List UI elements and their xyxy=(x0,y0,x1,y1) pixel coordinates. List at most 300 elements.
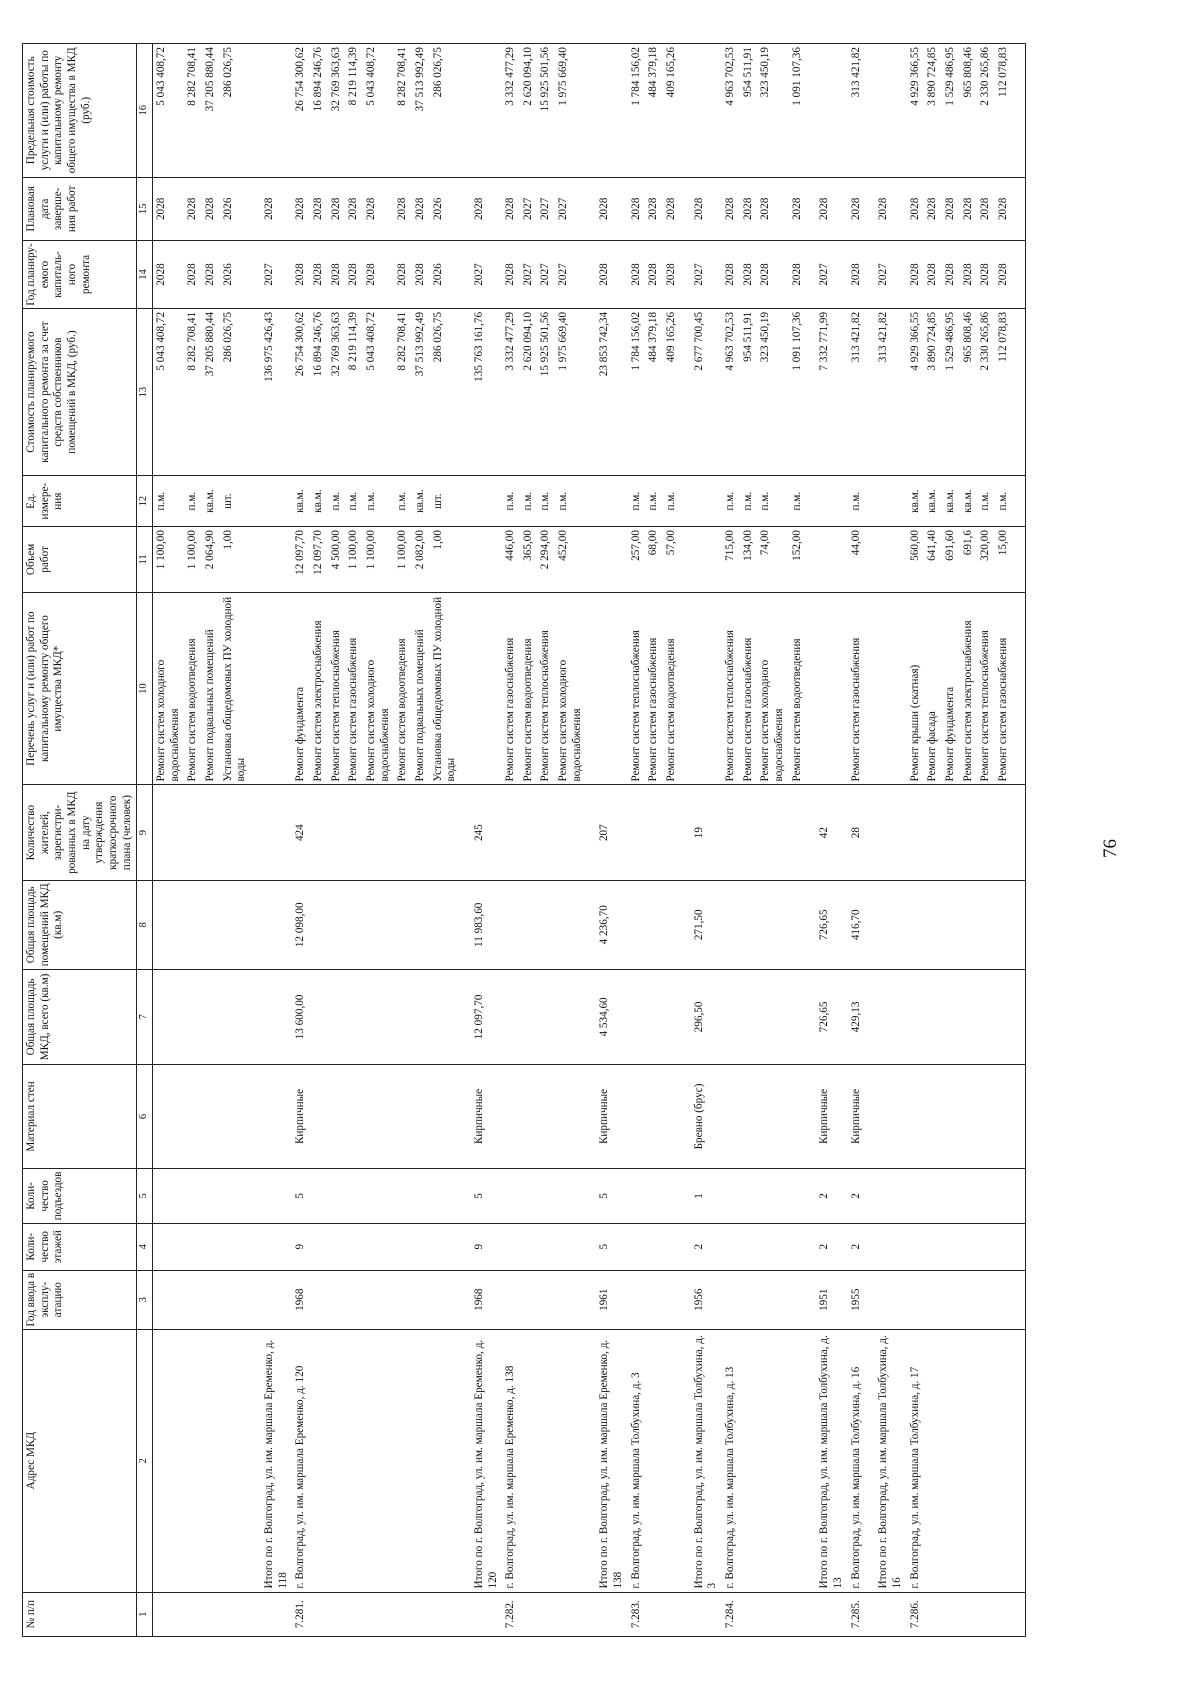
total-area-cell xyxy=(430,969,461,1064)
residents-cell xyxy=(220,785,251,880)
work-volume-cell: 691,6 xyxy=(960,527,978,593)
row-number xyxy=(220,1592,251,1636)
wall-material-cell: Бревно (брус) xyxy=(681,1065,722,1169)
total-area-cell xyxy=(184,969,202,1064)
planned-year-cell: 2028 xyxy=(153,241,185,309)
premises-area-cell xyxy=(220,880,251,969)
work-volume-cell: 1 100,00 xyxy=(184,527,202,593)
residents-cell xyxy=(310,785,328,880)
year-built-cell xyxy=(960,1270,978,1329)
work-row xyxy=(960,44,978,1637)
entrances-cell xyxy=(184,1168,202,1223)
total-area-cell xyxy=(628,969,646,1064)
unit-cell: п.м. xyxy=(645,476,663,527)
unit-cell: п.м. xyxy=(502,476,520,527)
work-volume-cell xyxy=(865,527,906,593)
end-date-cell: 2028 xyxy=(586,177,627,241)
unit-cell xyxy=(461,476,502,527)
work-volume-cell: 365,00 xyxy=(520,527,538,593)
year-built-cell xyxy=(430,1270,461,1329)
entrances-cell xyxy=(995,1168,1013,1223)
empty-cell xyxy=(1013,1270,1026,1329)
planned-year-cell: 2028 xyxy=(977,241,995,309)
entrances-cell xyxy=(740,1168,758,1223)
address-cell xyxy=(789,1329,807,1592)
floors-cell xyxy=(184,1223,202,1270)
residents-cell xyxy=(907,785,925,880)
address-cell xyxy=(430,1329,461,1592)
row-number xyxy=(537,1592,555,1636)
entrances-cell xyxy=(153,1168,185,1223)
work-row xyxy=(757,44,788,1637)
column-header: Общая площадь МКД, всего (кв.м) xyxy=(23,969,137,1064)
address-cell xyxy=(555,1329,586,1592)
year-built-cell xyxy=(555,1270,586,1329)
floors-cell xyxy=(310,1223,328,1270)
address-cell xyxy=(663,1329,681,1592)
row-number: 7.284. xyxy=(722,1592,740,1636)
row-number: 7.286. xyxy=(907,1592,925,1636)
planned-year-cell: 2028 xyxy=(740,241,758,309)
unit-cell: кв.м. xyxy=(412,476,430,527)
premises-area-cell xyxy=(394,880,412,969)
premises-area-cell: 12 098,00 xyxy=(292,880,310,969)
entrances-cell xyxy=(430,1168,461,1223)
work-row xyxy=(184,44,202,1637)
address-cell: г. Волгоград, ул. им. маршала Еременко, д. 138 xyxy=(502,1329,520,1592)
entrances-cell: 2 xyxy=(806,1168,847,1223)
work-row xyxy=(977,44,995,1637)
premises-area-cell xyxy=(184,880,202,969)
work-row xyxy=(924,44,942,1637)
work-type-cell: Установка общедомовых ПУ холодной воды xyxy=(220,592,251,785)
repair-plan-table xyxy=(22,43,1026,1637)
year-built-cell xyxy=(865,1270,906,1329)
entrances-cell xyxy=(220,1168,251,1223)
limit-cost-cell: 1 784 156,02 xyxy=(628,44,646,178)
empty-cell xyxy=(1013,241,1026,309)
unit-cell: п.м. xyxy=(555,476,586,527)
limit-cost-cell: 409 165,26 xyxy=(663,44,681,178)
floors-cell xyxy=(907,1223,925,1270)
planned-cost-cell: 5 043 408,72 xyxy=(363,308,394,475)
limit-cost-cell xyxy=(865,44,906,178)
total-area-cell xyxy=(942,969,960,1064)
entrances-cell xyxy=(310,1168,328,1223)
address-cell: Итого по г. Волгоград, ул. им. маршала Толбухина, д. 3 xyxy=(681,1329,722,1592)
column-header: Ед. измере-ния xyxy=(23,476,137,527)
empty-cell xyxy=(1013,1592,1026,1636)
planned-year-cell: 2027 xyxy=(555,241,586,309)
address-cell: г. Волгоград, ул. им. маршала Толбухина, д. 17 xyxy=(907,1329,925,1592)
end-date-cell: 2028 xyxy=(153,177,185,241)
row-number xyxy=(153,1592,185,1636)
premises-area-cell xyxy=(345,880,363,969)
work-type-cell: Ремонт подвальных помещений xyxy=(412,592,430,785)
unit-cell: п.м. xyxy=(722,476,740,527)
planned-year-cell: 2027 xyxy=(537,241,555,309)
work-type-cell: Ремонт фундамента xyxy=(942,592,960,785)
work-row xyxy=(663,44,681,1637)
limit-cost-cell: 1 091 107,36 xyxy=(789,44,807,178)
work-volume-cell: 12 097,70 xyxy=(292,527,310,593)
total-area-cell xyxy=(328,969,346,1064)
planned-cost-cell: 409 165,26 xyxy=(663,308,681,475)
work-volume-cell: 12 097,70 xyxy=(310,527,328,593)
limit-cost-cell: 1 975 669,40 xyxy=(555,44,586,178)
work-volume-cell: 4 500,00 xyxy=(328,527,346,593)
end-date-cell: 2028 xyxy=(865,177,906,241)
wall-material-cell: Кирпичные xyxy=(806,1065,847,1169)
year-built-cell xyxy=(924,1270,942,1329)
planned-year-cell: 2028 xyxy=(960,241,978,309)
planned-cost-cell: 323 450,19 xyxy=(757,308,788,475)
limit-cost-cell xyxy=(806,44,847,178)
column-header: № п/п xyxy=(23,1592,137,1636)
unit-cell xyxy=(865,476,906,527)
unit-cell: п.м. xyxy=(628,476,646,527)
premises-area-cell xyxy=(202,880,220,969)
house-row xyxy=(628,44,646,1637)
planned-cost-cell: 15 925 501,56 xyxy=(537,308,555,475)
total-area-cell xyxy=(220,969,251,1064)
planned-year-cell: 2028 xyxy=(907,241,925,309)
wall-material-cell xyxy=(757,1065,788,1169)
limit-cost-cell: 4 929 366,55 xyxy=(907,44,925,178)
row-number xyxy=(412,1592,430,1636)
wall-material-cell xyxy=(520,1065,538,1169)
work-volume-cell: 641,40 xyxy=(924,527,942,593)
year-built-cell xyxy=(153,1270,185,1329)
work-volume-cell: 320,00 xyxy=(977,527,995,593)
wall-material-cell: Кирпичные xyxy=(586,1065,627,1169)
residents-cell xyxy=(740,785,758,880)
column-header: Стоимость планируемого капитального ремонта за счет средств собственников помещений в МКД, (руб.) xyxy=(23,308,137,475)
total-area-cell xyxy=(412,969,430,1064)
planned-cost-cell: 1 975 669,40 xyxy=(555,308,586,475)
total-area-cell xyxy=(537,969,555,1064)
unit-cell: п.м. xyxy=(977,476,995,527)
limit-cost-cell: 1 529 486,95 xyxy=(942,44,960,178)
planned-year-cell: 2026 xyxy=(220,241,251,309)
end-date-cell: 2028 xyxy=(722,177,740,241)
premises-area-cell xyxy=(153,880,185,969)
limit-cost-cell xyxy=(461,44,502,178)
table-body xyxy=(153,44,1026,1637)
total-area-cell: 4 534,60 xyxy=(586,969,627,1064)
unit-cell: кв.м. xyxy=(942,476,960,527)
total-area-cell: 429,13 xyxy=(848,969,866,1064)
limit-cost-cell: 484 379,18 xyxy=(645,44,663,178)
entrances-cell xyxy=(977,1168,995,1223)
residents-cell xyxy=(942,785,960,880)
limit-cost-cell: 3 890 724,85 xyxy=(924,44,942,178)
end-date-cell: 2028 xyxy=(345,177,363,241)
year-built-cell: 1968 xyxy=(292,1270,310,1329)
address-cell: Итого по г. Волгоград, ул. им. маршала Еременко, д. 120 xyxy=(461,1329,502,1592)
total-area-cell xyxy=(977,969,995,1064)
planned-cost-cell: 3 332 477,29 xyxy=(502,308,520,475)
planned-year-cell: 2026 xyxy=(430,241,461,309)
wall-material-cell xyxy=(977,1065,995,1169)
end-date-cell: 2028 xyxy=(740,177,758,241)
work-type-cell: Ремонт подвальных помещений xyxy=(202,592,220,785)
planned-year-cell: 2027 xyxy=(520,241,538,309)
column-number: 10 xyxy=(137,592,153,785)
wall-material-cell xyxy=(740,1065,758,1169)
planned-cost-cell: 7 332 771,99 xyxy=(806,308,847,475)
entrances-cell xyxy=(345,1168,363,1223)
address-cell xyxy=(960,1329,978,1592)
floors-cell: 2 xyxy=(806,1223,847,1270)
premises-area-cell xyxy=(740,880,758,969)
address-cell: Итого по г. Волгоград, ул. им. маршала Толбухина, д. 13 xyxy=(806,1329,847,1592)
planned-cost-cell: 1 529 486,95 xyxy=(942,308,960,475)
address-cell: Итого по г. Волгоград, ул. им. маршала Еременко, д. 118 xyxy=(251,1329,292,1592)
floors-cell xyxy=(628,1223,646,1270)
house-row xyxy=(848,44,866,1637)
limit-cost-cell: 26 754 300,62 xyxy=(292,44,310,178)
residents-cell xyxy=(394,785,412,880)
column-header: Плановая дата заверше-ния работ xyxy=(23,177,137,241)
house-row xyxy=(722,44,740,1637)
work-volume-cell: 1 100,00 xyxy=(345,527,363,593)
planned-year-cell: 2028 xyxy=(848,241,866,309)
work-type-cell: Ремонт систем газоснабжения xyxy=(995,592,1013,785)
total-area-cell xyxy=(363,969,394,1064)
entrances-cell: 1 xyxy=(681,1168,722,1223)
planned-year-cell: 2028 xyxy=(789,241,807,309)
work-row xyxy=(345,44,363,1637)
empty-cell xyxy=(1013,1168,1026,1223)
table-header-row xyxy=(23,44,137,1637)
total-area-cell xyxy=(663,969,681,1064)
house-row xyxy=(292,44,310,1637)
address-cell xyxy=(184,1329,202,1592)
work-row xyxy=(995,44,1013,1637)
work-volume-cell: 1,00 xyxy=(220,527,251,593)
premises-area-cell xyxy=(942,880,960,969)
address-cell xyxy=(363,1329,394,1592)
floors-cell xyxy=(663,1223,681,1270)
residents-cell: 28 xyxy=(848,785,866,880)
residents-cell xyxy=(722,785,740,880)
wall-material-cell xyxy=(722,1065,740,1169)
work-volume-cell: 57,00 xyxy=(663,527,681,593)
end-date-cell: 2026 xyxy=(220,177,251,241)
planned-year-cell: 2027 xyxy=(251,241,292,309)
floors-cell xyxy=(977,1223,995,1270)
premises-area-cell xyxy=(789,880,807,969)
unit-cell: п.м. xyxy=(184,476,202,527)
planned-cost-cell: 2 330 265,86 xyxy=(977,308,995,475)
residents-cell xyxy=(960,785,978,880)
empty-cell xyxy=(1013,1223,1026,1270)
floors-cell xyxy=(202,1223,220,1270)
year-built-cell xyxy=(995,1270,1013,1329)
planned-cost-cell: 313 421,82 xyxy=(848,308,866,475)
work-volume-cell: 446,00 xyxy=(502,527,520,593)
work-volume-cell: 715,00 xyxy=(722,527,740,593)
entrances-cell xyxy=(412,1168,430,1223)
floors-cell xyxy=(328,1223,346,1270)
premises-area-cell xyxy=(960,880,978,969)
entrances-cell xyxy=(502,1168,520,1223)
planned-year-cell: 2027 xyxy=(461,241,502,309)
planned-year-cell: 2027 xyxy=(681,241,722,309)
residents-cell xyxy=(645,785,663,880)
unit-cell: п.м. xyxy=(394,476,412,527)
wall-material-cell: Кирпичные xyxy=(461,1065,502,1169)
planned-cost-cell: 4 929 366,55 xyxy=(907,308,925,475)
work-row xyxy=(412,44,430,1637)
end-date-cell: 2028 xyxy=(645,177,663,241)
entrances-cell: 5 xyxy=(292,1168,310,1223)
year-built-cell xyxy=(789,1270,807,1329)
planned-year-cell: 2028 xyxy=(645,241,663,309)
premises-area-cell xyxy=(995,880,1013,969)
work-row xyxy=(394,44,412,1637)
work-type-cell: Ремонт крыши (скатная) xyxy=(907,592,925,785)
empty-cell xyxy=(1013,1065,1026,1169)
row-number xyxy=(924,1592,942,1636)
planned-year-cell: 2028 xyxy=(292,241,310,309)
total-area-cell xyxy=(740,969,758,1064)
work-type-cell: Ремонт систем электроснабжения xyxy=(310,592,328,785)
year-built-cell xyxy=(740,1270,758,1329)
floors-cell xyxy=(555,1223,586,1270)
work-volume-cell xyxy=(461,527,502,593)
floors-cell xyxy=(430,1223,461,1270)
row-number xyxy=(430,1592,461,1636)
end-date-cell: 2028 xyxy=(328,177,346,241)
empty-cell xyxy=(1013,1329,1026,1592)
limit-cost-cell: 32 769 363,63 xyxy=(328,44,346,178)
limit-cost-cell: 2 620 094,10 xyxy=(520,44,538,178)
column-number: 16 xyxy=(137,44,153,178)
residents-cell xyxy=(153,785,185,880)
year-built-cell xyxy=(757,1270,788,1329)
work-volume-cell: 2 294,00 xyxy=(537,527,555,593)
premises-area-cell xyxy=(924,880,942,969)
work-volume-cell xyxy=(586,527,627,593)
end-date-cell: 2028 xyxy=(942,177,960,241)
column-number: 5 xyxy=(137,1168,153,1223)
entrances-cell xyxy=(907,1168,925,1223)
column-number-row xyxy=(137,44,153,1637)
planned-cost-cell: 23 853 742,34 xyxy=(586,308,627,475)
wall-material-cell xyxy=(345,1065,363,1169)
work-row xyxy=(942,44,960,1637)
residents-cell xyxy=(412,785,430,880)
end-date-cell: 2028 xyxy=(681,177,722,241)
empty-cell xyxy=(1013,592,1026,785)
residents-cell xyxy=(663,785,681,880)
work-type-cell: Ремонт систем теплоснабжения xyxy=(537,592,555,785)
entrances-cell xyxy=(865,1168,906,1223)
planned-year-cell: 2028 xyxy=(310,241,328,309)
planned-year-cell: 2028 xyxy=(345,241,363,309)
residents-cell xyxy=(995,785,1013,880)
floors-cell xyxy=(960,1223,978,1270)
premises-area-cell xyxy=(537,880,555,969)
total-area-cell xyxy=(645,969,663,1064)
work-volume-cell: 257,00 xyxy=(628,527,646,593)
row-number xyxy=(977,1592,995,1636)
work-type-cell: Ремонт систем холодного водоснабжения xyxy=(153,592,185,785)
entrances-cell xyxy=(628,1168,646,1223)
planned-year-cell: 2028 xyxy=(942,241,960,309)
unit-cell: п.м. xyxy=(663,476,681,527)
planned-year-cell: 2028 xyxy=(202,241,220,309)
work-type-cell: Ремонт систем теплоснабжения xyxy=(328,592,346,785)
floors-cell xyxy=(363,1223,394,1270)
empty-cell xyxy=(1013,177,1026,241)
work-volume-cell xyxy=(806,527,847,593)
column-header: Коли-чество этажей xyxy=(23,1223,137,1270)
empty-cell xyxy=(1013,785,1026,880)
premises-area-cell xyxy=(251,880,292,969)
work-volume-cell: 1 100,00 xyxy=(363,527,394,593)
empty-cell xyxy=(1013,527,1026,593)
end-date-cell: 2028 xyxy=(789,177,807,241)
entrances-cell xyxy=(363,1168,394,1223)
total-area-cell xyxy=(153,969,185,1064)
entrances-cell: 2 xyxy=(848,1168,866,1223)
premises-area-cell: 416,70 xyxy=(848,880,866,969)
planned-year-cell: 2027 xyxy=(865,241,906,309)
planned-cost-cell: 32 769 363,63 xyxy=(328,308,346,475)
wall-material-cell xyxy=(328,1065,346,1169)
work-type-cell: Ремонт систем теплоснабжения xyxy=(722,592,740,785)
end-date-cell: 2028 xyxy=(628,177,646,241)
address-cell xyxy=(394,1329,412,1592)
floors-cell xyxy=(740,1223,758,1270)
work-volume-cell xyxy=(681,527,722,593)
row-number xyxy=(681,1592,722,1636)
work-volume-cell: 2 064,90 xyxy=(202,527,220,593)
year-built-cell xyxy=(537,1270,555,1329)
planned-cost-cell: 136 975 426,43 xyxy=(251,308,292,475)
total-area-cell xyxy=(202,969,220,1064)
residents-cell xyxy=(430,785,461,880)
wall-material-cell xyxy=(924,1065,942,1169)
empty-cell xyxy=(1013,476,1026,527)
planned-cost-cell: 8 219 114,39 xyxy=(345,308,363,475)
limit-cost-cell: 313 421,82 xyxy=(848,44,866,178)
premises-area-cell xyxy=(328,880,346,969)
row-number xyxy=(461,1592,502,1636)
year-built-cell xyxy=(394,1270,412,1329)
end-date-cell: 2028 xyxy=(848,177,866,241)
wall-material-cell xyxy=(789,1065,807,1169)
address-cell xyxy=(310,1329,328,1592)
residents-cell xyxy=(865,785,906,880)
floors-cell xyxy=(645,1223,663,1270)
premises-area-cell xyxy=(865,880,906,969)
floors-cell xyxy=(924,1223,942,1270)
work-volume-cell xyxy=(251,527,292,593)
work-type-cell xyxy=(865,592,906,785)
residents-cell: 19 xyxy=(681,785,722,880)
work-volume-cell: 1 100,00 xyxy=(153,527,185,593)
premises-area-cell: 726,65 xyxy=(806,880,847,969)
wall-material-cell xyxy=(502,1065,520,1169)
address-cell xyxy=(202,1329,220,1592)
work-row xyxy=(363,44,394,1637)
work-row xyxy=(645,44,663,1637)
total-area-cell xyxy=(722,969,740,1064)
